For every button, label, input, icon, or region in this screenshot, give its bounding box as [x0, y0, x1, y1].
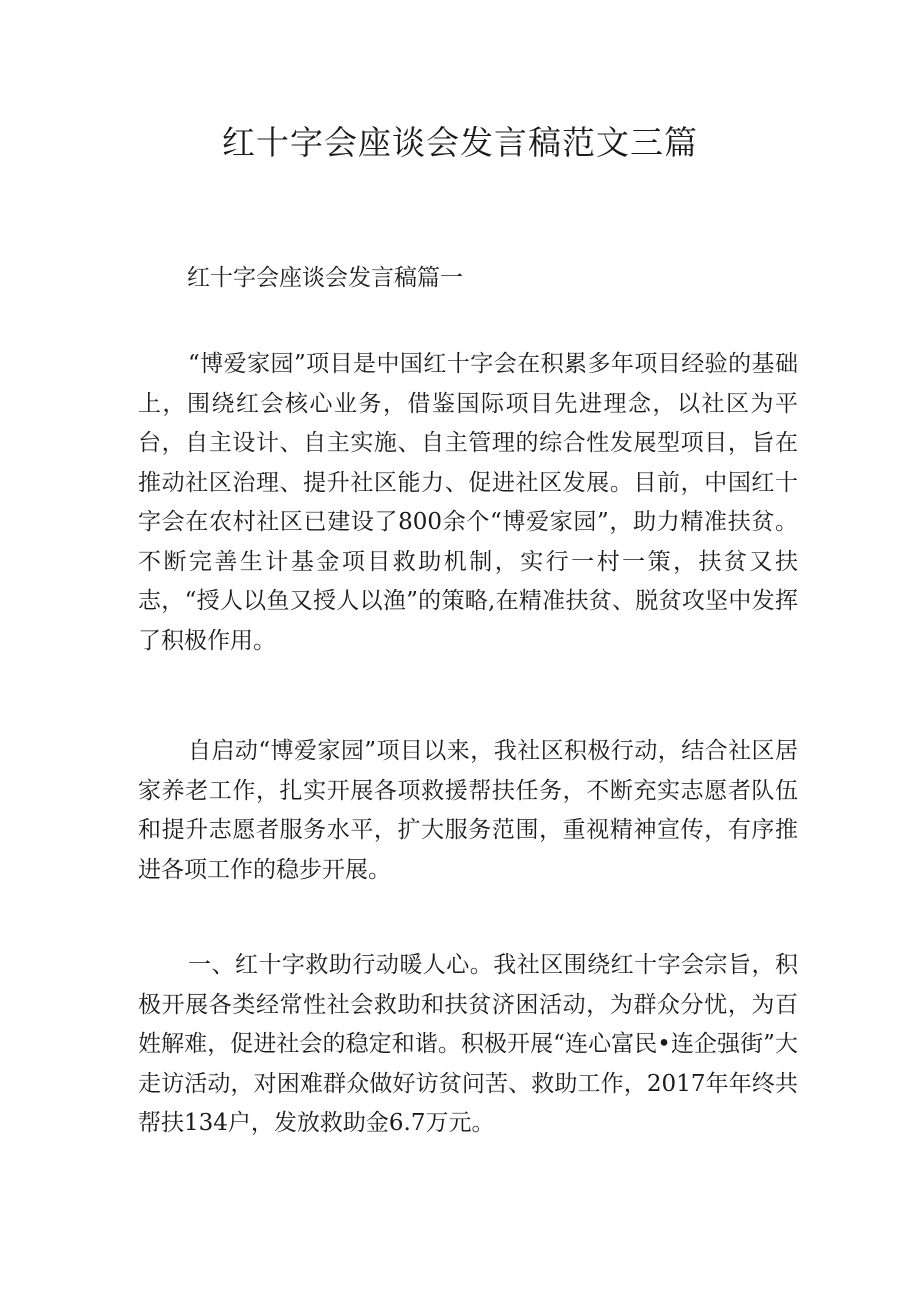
document-title: 红十字会座谈会发言稿范文三篇 — [222, 123, 698, 162]
section-heading: 红十字会座谈会发言稿篇一 — [187, 265, 463, 291]
body-paragraph: “博爱家园”项目是中国红十字会在积累多年项目经验的基础上，围绕红会核心业务，借鉴国际项目先进理念，以社区为平台，自主设计、自主实施、自主管理的综合性发展型项目，旨在推动社区治理、提升社区能力、促进社区发展。目前，中国红十字会在农村社区已建设了800余个“博爱家园”，助力精准扶贫。不断完善生计基金项目救助机制，实行一村一策，扶贫又扶志，“授人以鱼又授人以渔”的策略,在精准扶贫、脱贫攻坚中发挥了积极作用。 — [138, 351, 798, 654]
body-paragraph: 自启动“博爱家园”项目以来，我社区积极行动，结合社区居家养老工作，扎实开展各项救援帮扶任务，不断充实志愿者队伍和提升志愿者服务水平，扩大服务范围，重视精神宣传，有序推进各项工作的稳步开展。 — [138, 738, 798, 883]
body-paragraph: 一、红十字救助行动暖人心。我社区围绕红十字会宗旨，积极开展各类经常性社会救助和扶贫济困活动，为群众分忧，为百姓解难，促进社会的稳定和谐。积极开展“连心富民•连企强街”大走访活动，对困难群众做好访贫问苦、救助工作，2017年年终共帮扶134户，发放救助金6.7万元。 — [138, 952, 798, 1136]
